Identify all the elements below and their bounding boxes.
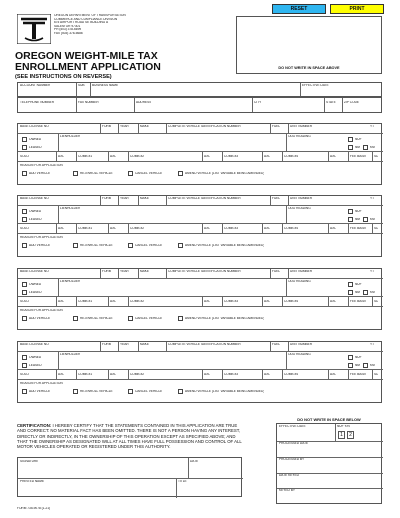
- agency-address: [54, 14, 154, 36]
- do-not-write-top-label: DO NOT WRITE IN SPACE ABOVE: [278, 66, 340, 70]
- cancel-vehicle-label: CANCEL VEHICLE: [135, 244, 163, 247]
- add-vehicle-label: ADD VEHICLE: [29, 317, 51, 320]
- comb3-label: COMB #3: [224, 155, 238, 158]
- sd-label: SD: [374, 227, 379, 230]
- comb3-label: COMB #3: [224, 300, 238, 303]
- title-label: TITLE: [178, 480, 187, 483]
- comb4-label: COMB #4: [284, 155, 298, 158]
- fuel-label: FUEL: [272, 343, 281, 346]
- fax-label: FAX NUMBER: [78, 101, 99, 104]
- leased-label: LEASED: [29, 291, 42, 294]
- vehicle-block: [17, 123, 382, 185]
- comb1-label: COMB #1: [78, 155, 92, 158]
- comb3-label: COMB #3: [224, 373, 238, 376]
- date-label: DATE: [190, 460, 199, 463]
- add-vehicle-label: ADD VEHICLE: [29, 172, 51, 175]
- signature-box: [17, 457, 242, 497]
- axl-label: AXL: [58, 227, 65, 230]
- account-number-label: ACCOUNT NUMBER: [20, 84, 51, 87]
- sd-label: SD: [374, 300, 379, 303]
- re-enroll-checkbox[interactable]: [73, 389, 78, 394]
- nuf-checkbox[interactable]: [348, 137, 353, 142]
- amend-vehicle-checkbox[interactable]: [178, 243, 183, 248]
- signature-input[interactable]: [19, 464, 187, 477]
- nm-label: NM: [355, 364, 360, 367]
- axl-label: AXL: [330, 155, 337, 158]
- base-license-label: BASE LICENSE NO: [20, 343, 49, 346]
- lienholder-label: LIENHOLDER: [60, 135, 81, 138]
- axl-label: AXL: [264, 373, 271, 376]
- vehicle-block: [17, 341, 382, 403]
- km-checkbox[interactable]: [363, 363, 368, 368]
- axl-label: AXL: [58, 373, 65, 376]
- fuel-label: FUEL: [272, 197, 281, 200]
- form-label: FORM: [102, 197, 112, 200]
- nm-checkbox[interactable]: [348, 290, 353, 295]
- account-number-input[interactable]: [19, 88, 75, 97]
- comb2-label: COMB #2: [130, 300, 144, 303]
- base-license-label: BASE LICENSE NO: [20, 270, 49, 273]
- page-title: [15, 51, 161, 73]
- axl-label: AXL: [204, 373, 211, 376]
- comb4-label: COMB #4: [284, 227, 298, 230]
- odot-logo-icon: [17, 14, 51, 44]
- effective-date-input[interactable]: [301, 88, 381, 97]
- zip-label: ZIP CODE: [344, 101, 359, 104]
- vehicle-block: [17, 195, 382, 257]
- year-label: YEAR: [120, 197, 129, 200]
- add-vehicle-checkbox[interactable]: [22, 389, 27, 394]
- office-nuf-label: NUF Y/N: [337, 425, 350, 428]
- unit-number-label: UNIT NUMBER: [290, 270, 313, 273]
- km-label: KM: [370, 218, 375, 221]
- fee-basis-label: FEE BASIS: [350, 300, 367, 303]
- add-vehicle-checkbox[interactable]: [22, 171, 27, 176]
- axl-label: AXL: [264, 227, 271, 230]
- add-vehicle-checkbox[interactable]: [22, 316, 27, 321]
- nm-label: NM: [355, 291, 360, 294]
- solo-label: SOLO: [20, 373, 29, 376]
- contact-row: [17, 97, 382, 113]
- cancel-vehicle-checkbox[interactable]: [128, 389, 133, 394]
- solo-label: SOLO: [20, 300, 29, 303]
- nm-checkbox[interactable]: [348, 217, 353, 222]
- leased-label: LEASED: [29, 364, 42, 367]
- reason-label: REASON FOR APPLICATION: [20, 236, 63, 239]
- leased-checkbox[interactable]: [22, 363, 27, 368]
- re-enroll-checkbox[interactable]: [73, 316, 78, 321]
- form-label: FORM: [102, 125, 112, 128]
- amend-vehicle-checkbox[interactable]: [178, 316, 183, 321]
- fuel-label: FUEL: [272, 270, 281, 273]
- axl-label: AXL: [330, 373, 337, 376]
- axl-label: AXL: [330, 227, 337, 230]
- make-label: MAKE: [140, 343, 150, 346]
- account-row: [17, 82, 382, 97]
- year-label: YEAR: [120, 343, 129, 346]
- reason-label: REASON FOR APPLICATION: [20, 309, 63, 312]
- printed-name-input[interactable]: [19, 484, 175, 497]
- title-input[interactable]: [177, 484, 242, 497]
- sub-label: SUB: [78, 84, 85, 87]
- nuf-label: NUF: [355, 210, 362, 213]
- nuf-checkbox[interactable]: [348, 355, 353, 360]
- telephone-label: TELEPHONE NUMBER: [20, 101, 55, 104]
- unit-number-label: UNIT NUMBER: [290, 343, 313, 346]
- comb4-label: COMB #4: [284, 373, 298, 376]
- state-label: STATE: [326, 101, 336, 104]
- amend-vehicle-label: AMEND VEHICLE (LIST VARIABLE BEING AMENDED): [185, 172, 265, 175]
- owned-label: OWNED: [29, 138, 42, 141]
- km-label: KM: [370, 291, 375, 294]
- owned-checkbox[interactable]: [22, 137, 27, 142]
- yt-label: YT: [370, 125, 375, 128]
- odo-reading-label: ODO READING: [288, 207, 311, 210]
- vin-label: COMPLETE VEHICLE IDENTIFICATION NUMBER: [168, 343, 241, 346]
- odo-reading-label: ODO READING: [288, 135, 311, 138]
- yt-label: YT: [370, 343, 375, 346]
- vin-label: COMPLETE VEHICLE IDENTIFICATION NUMBER: [168, 197, 241, 200]
- sd-label: SD: [374, 155, 379, 158]
- lienholder-label: LIENHOLDER: [60, 280, 81, 283]
- axl-label: AXL: [110, 373, 117, 376]
- title-subtitle: (SEE INSTRUCTIONS ON REVERSE): [15, 74, 112, 80]
- nuf-box-2[interactable]: [347, 431, 354, 439]
- km-checkbox[interactable]: [363, 145, 368, 150]
- axl-label: AXL: [204, 300, 211, 303]
- cancel-vehicle-label: CANCEL VEHICLE: [135, 317, 163, 320]
- vehicle-block: [17, 268, 382, 330]
- solo-label: SOLO: [20, 155, 29, 158]
- make-label: MAKE: [140, 125, 150, 128]
- axl-label: AXL: [110, 227, 117, 230]
- lienholder-label: LIENHOLDER: [60, 353, 81, 356]
- leased-label: LEASED: [29, 218, 42, 221]
- axl-label: AXL: [264, 300, 271, 303]
- vin-label: COMPLETE VEHICLE IDENTIFICATION NUMBER: [168, 125, 241, 128]
- axl-label: AXL: [58, 300, 65, 303]
- re-enroll-checkbox[interactable]: [73, 171, 78, 176]
- re-enroll-label: RE-ENROLL VEHICLE: [80, 317, 113, 320]
- nuf-label: NUF: [355, 138, 362, 141]
- re-enroll-label: RE-ENROLL VEHICLE: [80, 172, 113, 175]
- nm-checkbox[interactable]: [348, 363, 353, 368]
- printed-name-label: PRINTED NAME: [20, 480, 45, 483]
- owned-checkbox[interactable]: [22, 282, 27, 287]
- amend-vehicle-checkbox[interactable]: [178, 171, 183, 176]
- year-label: YEAR: [120, 125, 129, 128]
- nm-checkbox[interactable]: [348, 145, 353, 150]
- base-license-label: BASE LICENSE NO: [20, 197, 49, 200]
- owned-label: OWNED: [29, 356, 42, 359]
- fee-basis-label: FEE BASIS: [350, 373, 367, 376]
- nm-label: NM: [355, 218, 360, 221]
- nm-label: NM: [355, 146, 360, 149]
- form-label: FORM: [102, 270, 112, 273]
- agency-line: OREGON DEPARTMENT OF TRANSPORTATION: [54, 14, 126, 17]
- make-label: MAKE: [140, 197, 150, 200]
- year-label: YEAR: [120, 270, 129, 273]
- fee-basis-label: FEE BASIS: [350, 155, 367, 158]
- yt-label: YT: [370, 270, 375, 273]
- re-enroll-label: RE-ENROLL VEHICLE: [80, 244, 113, 247]
- business-name-input[interactable]: [91, 88, 299, 97]
- unit-number-label: UNIT NUMBER: [290, 197, 313, 200]
- leased-checkbox[interactable]: [22, 145, 27, 150]
- leased-label: LEASED: [29, 146, 42, 149]
- axl-label: AXL: [110, 300, 117, 303]
- owned-checkbox[interactable]: [22, 209, 27, 214]
- amend-vehicle-label: AMEND VEHICLE (LIST VARIABLE BEING AMENDED): [185, 317, 265, 320]
- title-line-2: ENROLLMENT APPLICATION: [15, 61, 161, 73]
- amend-vehicle-checkbox[interactable]: [178, 389, 183, 394]
- solo-label: SOLO: [20, 227, 29, 230]
- agency-line: PH (503) 378-6699: [54, 28, 82, 32]
- date-keyed-label: DATE KEYED: [279, 474, 299, 477]
- comb2-label: COMB #2: [130, 373, 144, 376]
- fuel-label: FUEL: [272, 125, 281, 128]
- owned-label: OWNED: [29, 283, 42, 286]
- form-label: FORM: [102, 343, 112, 346]
- signature-label: SIGNATURE: [20, 460, 39, 463]
- nuf-box-1[interactable]: [338, 431, 345, 439]
- reason-label: REASON FOR APPLICATION: [20, 164, 63, 167]
- base-license-label: BASE LICENSE NO: [20, 125, 49, 128]
- business-name-label: BUSINESS NAME: [92, 84, 119, 87]
- effective-date-label: EFFECTIVE DATE: [302, 84, 329, 87]
- cancel-vehicle-label: CANCEL VEHICLE: [135, 172, 163, 175]
- re-enroll-checkbox[interactable]: [73, 243, 78, 248]
- cancel-vehicle-checkbox[interactable]: [128, 316, 133, 321]
- do-not-write-bottom-label: DO NOT WRITE IN SPACE BELOW: [297, 418, 361, 422]
- certification-body: I HEREBY CERTIFY THAT THE STATEMENTS CONTAINED IN THIS APPLICATION ARE TRUE AND CORRECT: NO MATERIAL FACT HAS BEEN OMITTED. THERE IS NOT A PERSON HAVING ANY INTEREST, DIRECTLY OR INDIRECTLY, IN THE OWNERSHIP OF THIS OPERATION EXCEPT AS SPECIFIED ABOVE; AND THAT THE OWNERSHIP AS DESIGNATED WILL AT ALL TIMES HAVE FULL POSSESSION AND CONTROL OF ALL MOTOR VEHICLES OPERATED OR REGISTERED UNDER THIS AUTHORITY.: [17, 423, 242, 450]
- owned-label: OWNED: [29, 210, 42, 213]
- cancel-vehicle-checkbox[interactable]: [128, 243, 133, 248]
- make-label: MAKE: [140, 270, 150, 273]
- leased-checkbox[interactable]: [22, 290, 27, 295]
- axl-label: AXL: [110, 155, 117, 158]
- certification-heading: CERTIFICATION:: [17, 423, 52, 428]
- print-button[interactable]: PRINT: [330, 4, 384, 14]
- reason-label: REASON FOR APPLICATION: [20, 382, 63, 385]
- add-vehicle-checkbox[interactable]: [22, 243, 27, 248]
- comb2-label: COMB #2: [130, 227, 144, 230]
- processed-by-label: PROCESSED BY: [279, 458, 305, 461]
- nuf-label: NUF: [355, 283, 362, 286]
- add-vehicle-label: ADD VEHICLE: [29, 244, 51, 247]
- nuf-box-2-label: 2: [349, 432, 352, 438]
- odot-logo: [17, 14, 51, 44]
- comb3-label: COMB #3: [224, 227, 238, 230]
- leased-checkbox[interactable]: [22, 217, 27, 222]
- keyed-by-label: KEYED BY: [279, 489, 295, 492]
- axl-label: AXL: [264, 155, 271, 158]
- nuf-checkbox[interactable]: [348, 282, 353, 287]
- vin-label: COMPLETE VEHICLE IDENTIFICATION NUMBER: [168, 270, 241, 273]
- cancel-vehicle-checkbox[interactable]: [128, 171, 133, 176]
- sd-label: SD: [374, 373, 379, 376]
- city-label: CITY: [254, 101, 262, 104]
- odo-reading-label: ODO READING: [288, 280, 311, 283]
- fee-basis-label: FEE BASIS: [350, 227, 367, 230]
- form-number: FORM 735-9078 (1-21): [17, 507, 51, 510]
- agency-line: 675 AIRPORT ROAD SE BUILDING A: [54, 21, 109, 25]
- address-label: ADDRESS: [136, 101, 152, 104]
- date-input[interactable]: [189, 464, 242, 477]
- amend-vehicle-label: AMEND VEHICLE (LIST VARIABLE BEING AMENDED): [185, 244, 265, 247]
- office-effective-date-label: EFFECTIVE DATE: [279, 425, 306, 428]
- agency-line: SALEM OR 97301: [54, 24, 81, 28]
- axl-label: AXL: [330, 300, 337, 303]
- nuf-box-1-label: 1: [340, 432, 343, 438]
- title-line-1: OREGON WEIGHT-MILE TAX: [15, 50, 158, 62]
- agency-line: COMMERCE AND COMPLIANCE DIVISION: [54, 17, 118, 21]
- axl-label: AXL: [204, 155, 211, 158]
- km-label: KM: [370, 364, 375, 367]
- agency-line: FAX (503) 378-5686: [54, 31, 83, 35]
- comb2-label: COMB #2: [130, 155, 144, 158]
- cancel-vehicle-label: CANCEL VEHICLE: [135, 390, 163, 393]
- km-checkbox[interactable]: [363, 217, 368, 222]
- odo-reading-label: ODO READING: [288, 353, 311, 356]
- lienholder-label: LIENHOLDER: [60, 207, 81, 210]
- reset-button[interactable]: RESET: [272, 4, 326, 14]
- add-vehicle-label: ADD VEHICLE: [29, 390, 51, 393]
- comb4-label: COMB #4: [284, 300, 298, 303]
- km-label: KM: [370, 146, 375, 149]
- nuf-checkbox[interactable]: [348, 209, 353, 214]
- office-use-bottom-box: [276, 423, 382, 504]
- axl-label: AXL: [58, 155, 65, 158]
- km-checkbox[interactable]: [363, 290, 368, 295]
- yt-label: YT: [370, 197, 375, 200]
- comb1-label: COMB #1: [78, 227, 92, 230]
- processed-date-label: PROCESSED DATE: [279, 442, 309, 445]
- certification-text: [17, 423, 242, 449]
- comb1-label: COMB #1: [78, 300, 92, 303]
- unit-number-label: UNIT NUMBER: [290, 125, 313, 128]
- owned-checkbox[interactable]: [22, 355, 27, 360]
- comb1-label: COMB #1: [78, 373, 92, 376]
- re-enroll-label: RE-ENROLL VEHICLE: [80, 390, 113, 393]
- nuf-label: NUF: [355, 356, 362, 359]
- axl-label: AXL: [204, 227, 211, 230]
- amend-vehicle-label: AMEND VEHICLE (LIST VARIABLE BEING AMENDED): [185, 390, 265, 393]
